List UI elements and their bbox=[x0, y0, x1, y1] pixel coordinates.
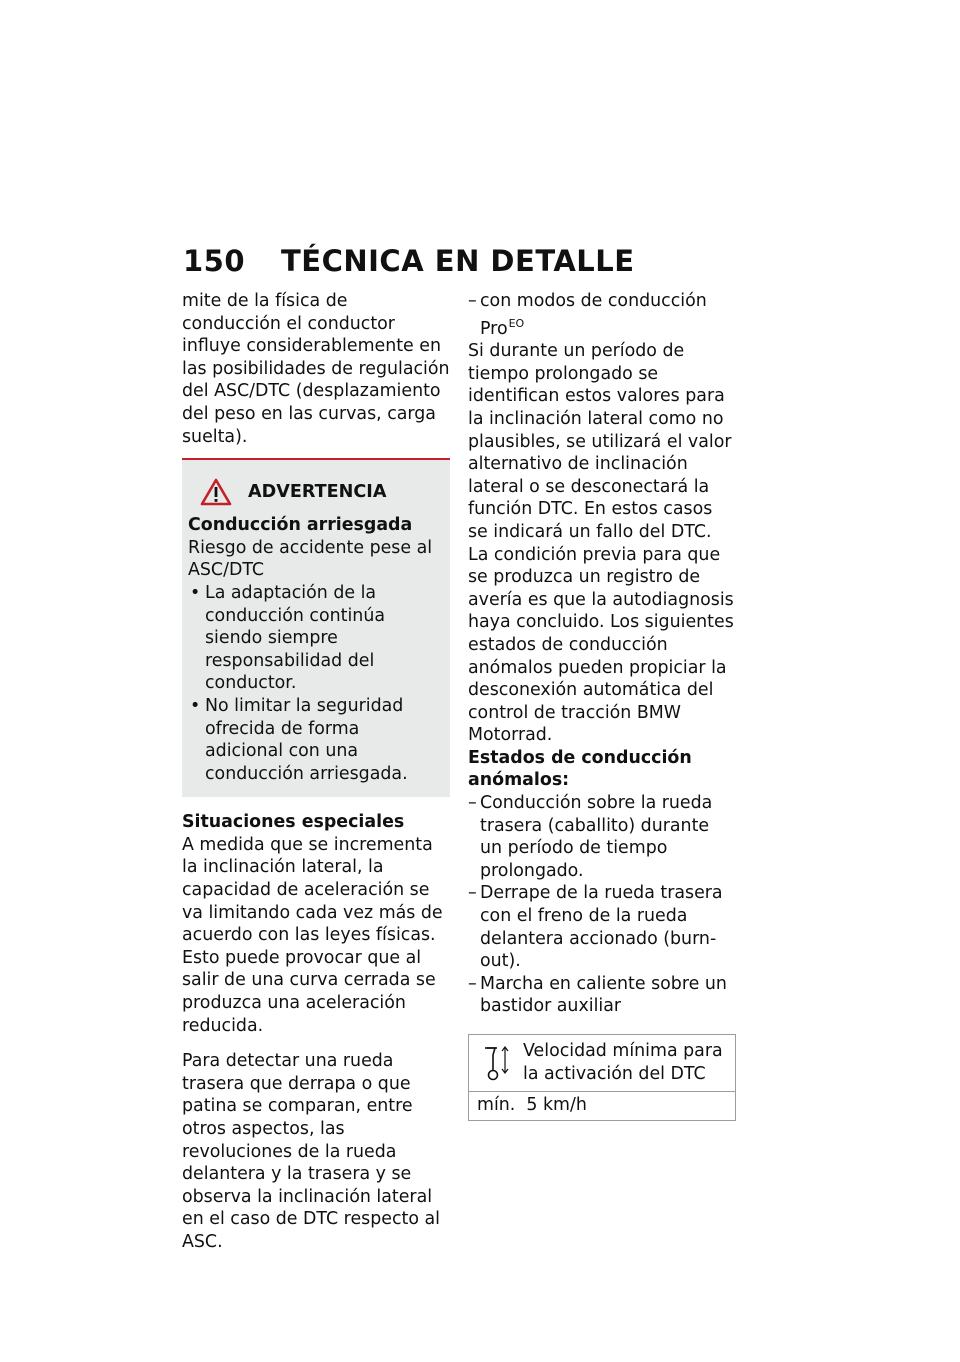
warning-subtitle: Conducción arriesgada bbox=[188, 515, 413, 536]
list-item: – Derrape de la rueda trasera con el freno de la rueda delantera accionado (burn-out). bbox=[468, 882, 736, 972]
speed-spec-icon bbox=[481, 1040, 511, 1082]
spec-value: mín. 5 km/h bbox=[477, 1095, 587, 1116]
anomalous-states-list bbox=[468, 792, 736, 1018]
paragraph: A medida que se incrementa la inclinación lateral, la capacidad de aceleración se va limitando cada vez más de acuerdo con las leyes físicas. Esto puede provocar que al salir de una curva cerrada se produzca una aceleración reducida. bbox=[182, 834, 443, 1036]
warning-triangle-icon bbox=[200, 478, 232, 506]
list-item: – Conducción sobre la rueda trasera (caballito) durante un período de tiempo prolongado. bbox=[468, 792, 736, 882]
list-item: • No limitar la seguridad ofrecida de forma adicional con una conducción arriesgada. bbox=[188, 695, 442, 785]
page-header bbox=[183, 244, 783, 278]
warning-header bbox=[188, 478, 442, 506]
warning-title: ADVERTENCIA bbox=[248, 481, 387, 502]
warning-box bbox=[182, 458, 450, 797]
intro-paragraph: mite de la física de conducción el conductor influye considerablemente en las posibilidades de regulación del ASC/DTC (desplazamiento del peso en las curvas, carga suelta). bbox=[182, 291, 450, 447]
list-item: – Marcha en caliente sobre un bastidor auxiliar bbox=[468, 973, 736, 1018]
paragraph: Para detectar una rueda trasera que derrapa o que patina se comparan, entre otros aspectos, las revoluciones de la rueda delantera y la trasera y se observa la inclinación lateral en el caso de DTC respecto al ASC. bbox=[182, 1051, 440, 1252]
left-column bbox=[182, 290, 450, 1254]
list-item bbox=[468, 290, 736, 340]
paragraph: Si durante un período de tiempo prolongado se identifican estos valores para la inclinación lateral como no plausibles, se utilizará el valor alternativo de inclinación lateral o se desconectará la función DTC. En estos casos se indicará un fallo del DTC. La condición previa para que se produzca un registro de avería es que la autodiagnosis haya concluido. Los siguientes estados de conducción anómalos pueden propiciar la desconexión automática del control de tracción BMW Motorrad. bbox=[468, 341, 734, 746]
drive-modes-list bbox=[468, 290, 736, 340]
list-item: • La adaptación de la conducción continúa siendo siempre responsabilidad del conductor. bbox=[188, 582, 442, 695]
right-column bbox=[468, 290, 736, 1121]
superscript: EO bbox=[508, 316, 525, 330]
section-heading: Estados de conducción anómalos: bbox=[468, 747, 692, 791]
spec-label: Velocidad mínima para la activación del DTC bbox=[523, 1041, 723, 1084]
page-number: 150 bbox=[183, 244, 246, 278]
section-title: TÉCNICA EN DETALLE bbox=[281, 244, 635, 278]
list-item-text: con modos de conducción Pro bbox=[480, 291, 707, 339]
warning-text: Riesgo de accidente pese al ASC/DTC bbox=[188, 537, 433, 581]
warning-bullets bbox=[188, 582, 442, 785]
spec-table bbox=[468, 1034, 736, 1121]
section-heading: Situaciones especiales bbox=[182, 812, 405, 833]
spec-header bbox=[469, 1035, 735, 1092]
